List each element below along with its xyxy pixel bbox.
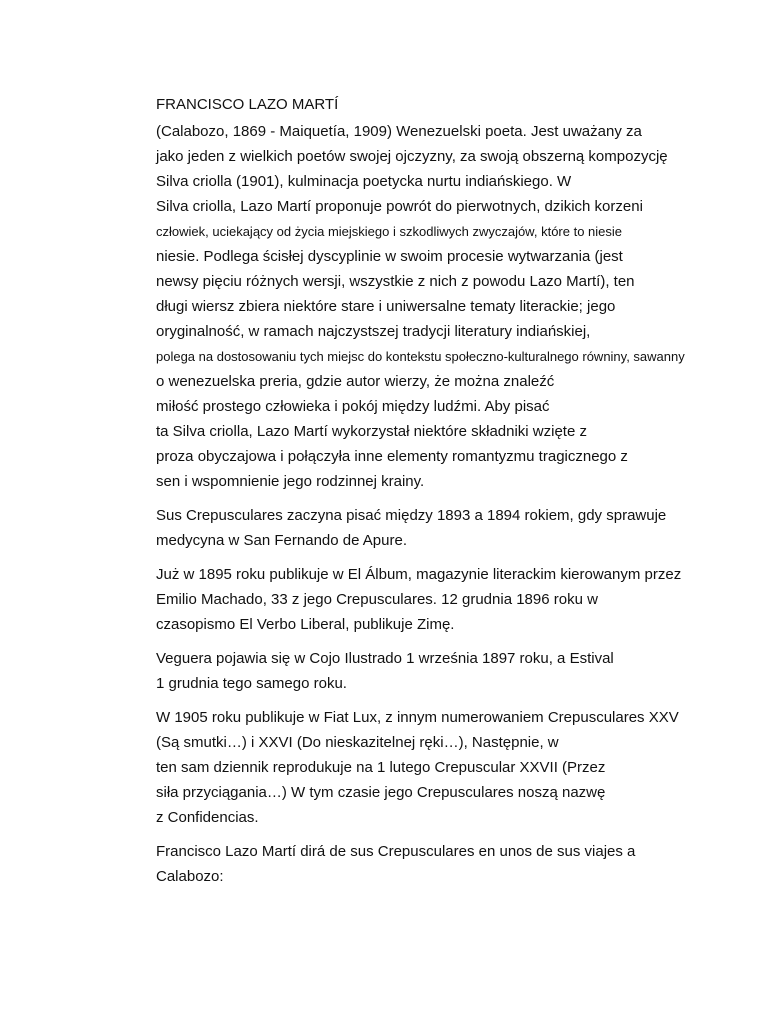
text-line: o wenezuelska preria, gdzie autor wierzy, że można znaleźć xyxy=(156,373,555,390)
document-body xyxy=(156,92,756,898)
text-line: 1 grudnia tego samego roku. xyxy=(156,675,347,692)
paragraph xyxy=(156,705,756,830)
text-line: czasopismo El Verbo Liberal, publikuje Zimę. xyxy=(156,616,455,633)
paragraph xyxy=(156,562,756,637)
paragraph xyxy=(156,503,756,553)
text-line: sen i wspomnienie jego rodzinnej krainy. xyxy=(156,473,425,490)
text-line: proza obyczajowa i połączyła inne elementy romantyzmu tragicznego z xyxy=(156,448,628,465)
document-title: FRANCISCO LAZO MARTÍ xyxy=(156,96,339,113)
text-line: Calabozo: xyxy=(156,868,224,885)
text-line: Silva criolla, Lazo Martí proponuje powrót do pierwotnych, dzikich korzeni xyxy=(156,198,643,215)
text-line: niesie. Podlega ścisłej dyscyplinie w swoim procesie wytwarzania (jest xyxy=(156,248,623,265)
text-line: Silva criolla (1901), kulminacja poetycka nurtu indiańskiego. W xyxy=(156,173,572,190)
text-line: (Są smutki…) i XXVI (Do nieskazitelnej ręki…), Następnie, w xyxy=(156,734,559,751)
text-line: oryginalność, w ramach najczystszej tradycji literatury indiańskiej, xyxy=(156,323,591,340)
paragraph xyxy=(156,839,756,889)
text-line: człowiek, uciekający od życia miejskiego i szkodliwych zwyczajów, które to niesie xyxy=(156,224,623,239)
text-line: medycyna w San Fernando de Apure. xyxy=(156,532,407,549)
text-line: Francisco Lazo Martí dirá de sus Crepusculares en unos de sus viajes a xyxy=(156,843,636,860)
text-line: siła przyciągania…) W tym czasie jego Crepusculares noszą nazwę xyxy=(156,784,606,801)
text-line: newsy pięciu różnych wersji, wszystkie z nich z powodu Lazo Martí), ten xyxy=(156,273,635,290)
text-line: Sus Crepusculares zaczyna pisać między 1893 a 1894 rokiem, gdy sprawuje xyxy=(156,507,667,524)
text-line: miłość prostego człowieka i pokój między ludźmi. Aby pisać xyxy=(156,398,550,415)
text-line: długi wiersz zbiera niektóre stare i uniwersalne tematy literackie; jego xyxy=(156,298,616,315)
text-line: z Confidencias. xyxy=(156,809,259,826)
text-line: ten sam dziennik reprodukuje na 1 lutego Crepuscular XXVII (Przez xyxy=(156,759,606,776)
paragraph-list xyxy=(156,119,756,889)
paragraph xyxy=(156,646,756,696)
text-line: ta Silva criolla, Lazo Martí wykorzystał niektóre składniki wzięte z xyxy=(156,423,587,440)
text-line: jako jeden z wielkich poetów swojej ojczyzny, za swoją obszerną kompozycję xyxy=(156,148,668,165)
text-line: polega na dostosowaniu tych miejsc do kontekstu społeczno-kulturalnego równiny, sawanny xyxy=(156,349,685,364)
text-line: Veguera pojawia się w Cojo Ilustrado 1 września 1897 roku, a Estival xyxy=(156,650,614,667)
text-line: (Calabozo, 1869 - Maiquetía, 1909) Wenezuelski poeta. Jest uważany za xyxy=(156,123,642,140)
text-line: Emilio Machado, 33 z jego Crepusculares. 12 grudnia 1896 roku w xyxy=(156,591,598,608)
text-line: W 1905 roku publikuje w Fiat Lux, z innym numerowaniem Crepusculares XXV xyxy=(156,709,679,726)
text-line: Już w 1895 roku publikuje w El Álbum, magazynie literackim kierowanym przez xyxy=(156,566,682,583)
paragraph xyxy=(156,119,756,494)
